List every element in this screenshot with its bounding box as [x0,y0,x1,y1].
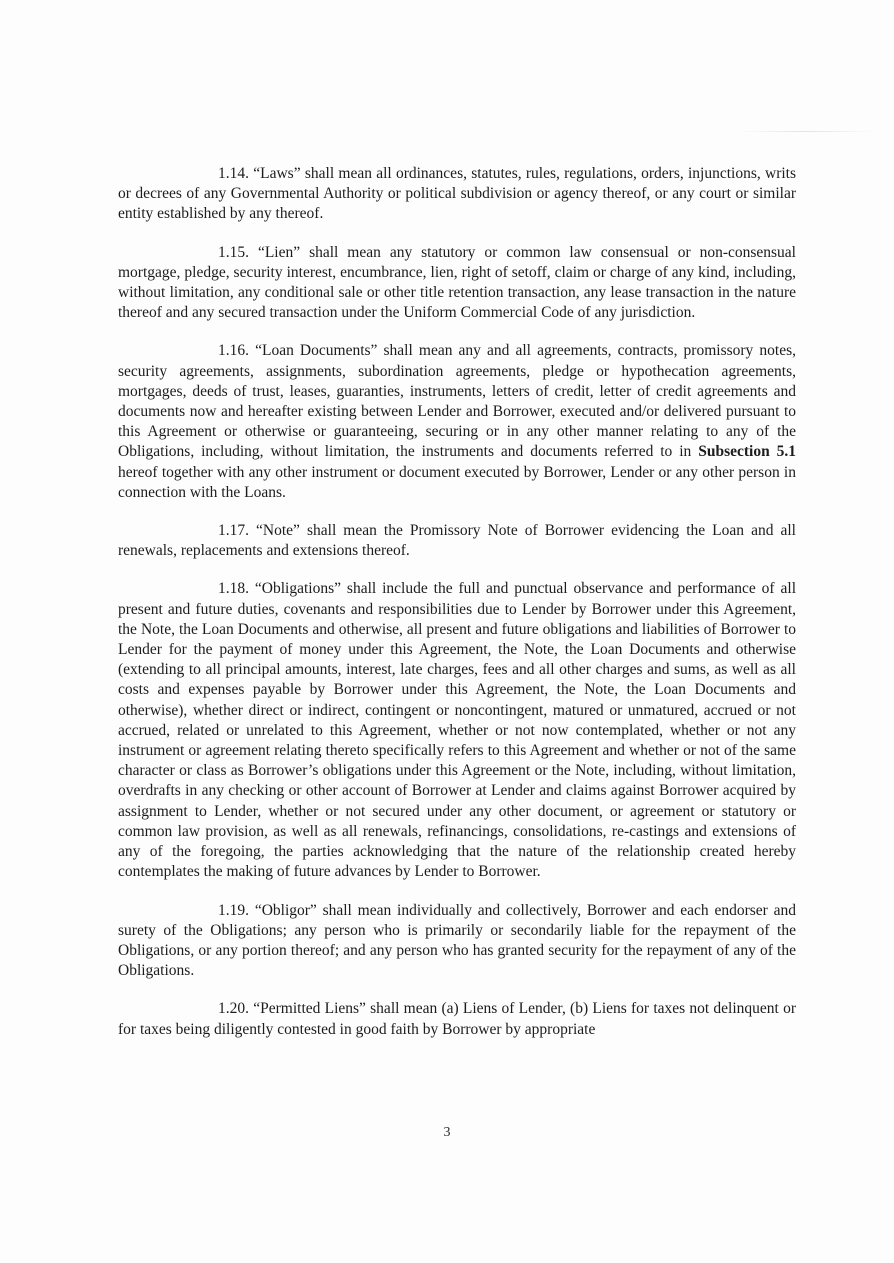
section-number: 1.18. [218,580,249,598]
section-1-19 [118,901,796,982]
section-number: 1.17. [218,522,249,540]
document-body [118,164,796,1058]
section-1-20 [118,999,796,1039]
scan-artifact [736,131,876,132]
section-1-14 [118,164,796,225]
section-1-18 [118,579,796,882]
section-number: 1.15. [218,243,249,261]
section-text: “Obligor” shall mean individually and collectively, Borrower and each endorser and surety of the Obligations; any person who is primarily or secondarily liable for the repayment of the Obligations, or any portion thereof; and any person who has granted security for the repayment of any of the Obligations. [118,901,797,980]
page-number: 3 [443,1125,451,1140]
section-1-17 [118,521,796,561]
section-text: “Note” shall mean the Promissory Note of Borrower evidencing the Loan and all renewals, replacements and extensions thereof. [118,522,796,560]
section-text-continued: hereof together with any other instrument or document executed by Borrower, Lender or any other person in connection with the Loans. [118,463,796,501]
section-number: 1.16. [218,342,249,360]
section-text: “Loan Documents” shall mean any and all agreements, contracts, promissory notes, security agreements, assignments, subordination agreements, pledge or hypothecation agreements, mortgages, deeds of trust, leases, guaranties, instruments, letters of credit, letter of credit agreements and documents now and hereafter existing between Lender and Borrower, executed and/or delivered pursuant to this Agreement or otherwise or guaranteeing, securing or in any other manner relating to any of the Obligations, including, without limitation, the instruments and documents referred to in [118,342,796,461]
section-number: 1.19. [218,901,249,919]
section-text: “Lien” shall mean any statutory or common law consensual or non-consensual mortgage, pledge, security interest, encumbrance, lien, right of setoff, claim or charge of any kind, including, without limitation, any conditional sale or other title retention transaction, any lease transaction in the nature thereof and any secured transaction under the Uniform Commercial Code of any jurisdiction. [118,243,796,322]
section-number: 1.20. [218,1000,249,1018]
subsection-reference: Subsection 5.1 [698,443,797,461]
section-1-16 [118,341,796,503]
section-number: 1.14. [218,165,249,182]
section-text: “Permitted Liens” shall mean (a) Liens of Lender, (b) Liens for taxes not delinquent or for taxes being diligently contested in good faith by Borrower by appropriate [118,1000,797,1038]
section-1-15 [118,243,796,324]
section-text: “Laws” shall mean all ordinances, statutes, rules, regulations, orders, injunctions, writs or decrees of any Governmental Authority or political subdivision or agency thereof, or any court or similar entity established by any thereof. [118,165,797,223]
section-text: “Obligations” shall include the full and punctual observance and performance of all present and future duties, covenants and responsibilities due to Lender by Borrower under this Agreement, the Note, the Loan Documents and otherwise, all present and future obligations and liabilities of Borrower to Lender for the payment of money under this Agreement, the Note, the Loan Documents and otherwise (extending to all principal amounts, interest, late charges, fees and all other charges and sums, as well as all costs and expenses payable by Borrower under this Agreement, the Note, the Loan Documents and otherwise), whether direct or indirect, contingent or noncontingent, matured or unmatured, accrued or not accrued, related or unrelated to this Agreement, whether or not now contemplated, whether or not any instrument or agreement relating thereto specifically refers to this Agreement and whether or not of the same character or class as Borrower’s obligations under this Agreement or the Note, including, without limitation, overdrafts in any checking or other account of Borrower at Lender and claims against Borrower acquired by assignment to Lender, whether or not secured under any other document, or agreement or statutory or common law provision, as well as all renewals, refinancings, consolidations, re-castings and extensions of any of the foregoing, the parties acknowledging that the nature of the relationship created hereby contemplates the making of future advances by Lender to Borrower. [118,580,796,881]
